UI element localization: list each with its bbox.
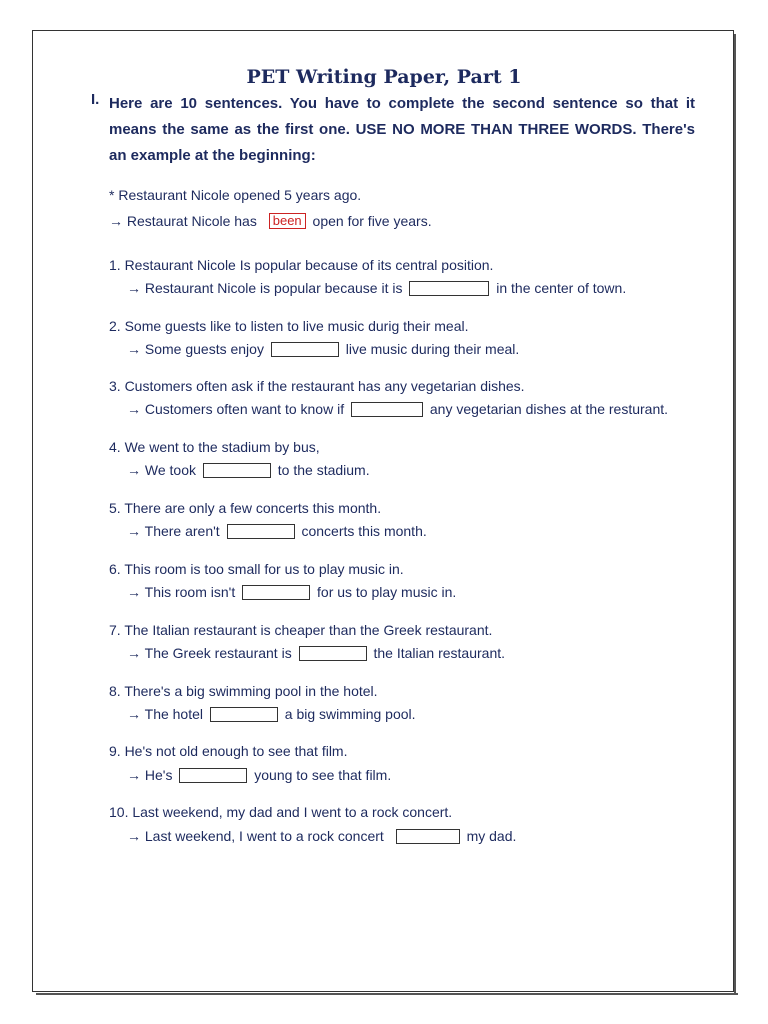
item-1-rewrite [127, 279, 626, 297]
item-6-answer-box[interactable] [242, 585, 310, 600]
item-9-original: 9. He's not old enough to see that film. [109, 743, 348, 759]
item-10-before: → Last weekend, I went to a rock concert [127, 828, 384, 844]
item-4-before: → We took [127, 462, 196, 478]
item-3-after: any vegetarian dishes at the resturant. [429, 401, 669, 417]
item-2-after: live music during their meal. [345, 341, 520, 357]
instruction-number: I. [91, 91, 100, 108]
item-5-answer-box[interactable] [227, 524, 295, 539]
item-1-original: 1. Restaurant Nicole Is popular because of its central position. [109, 257, 494, 273]
example-rewrite-before: → Restaurat Nicole has [109, 213, 257, 229]
item-8-rewrite [127, 705, 416, 723]
item-10-original: 10. Last weekend, my dad and I went to a rock concert. [109, 804, 453, 820]
item-8-original: 8. There's a big swimming pool in the hotel. [109, 683, 378, 699]
page-border-shadow-bottom [36, 993, 738, 995]
item-8-before: → The hotel [127, 706, 204, 722]
item-5-rewrite [127, 522, 427, 540]
item-7-answer-box[interactable] [299, 646, 367, 661]
item-8-answer-box[interactable] [210, 707, 278, 722]
item-3-rewrite [127, 400, 668, 418]
item-4-original: 4. We went to the stadium by bus, [109, 439, 320, 455]
item-7-original: 7. The Italian restaurant is cheaper than the Greek restaurant. [109, 622, 493, 638]
item-9-rewrite [127, 766, 391, 784]
example-rewrite-after: open for five years. [312, 213, 432, 229]
instruction-text: Here are 10 sentences. You have to complete the second sentence so that it means the same as the first one. USE NO MORE THAN THREE WORDS. There's an example at the beginning: [109, 95, 695, 164]
item-9-answer-box[interactable] [179, 768, 247, 783]
item-3-original: 3. Customers often ask if the restaurant has any vegetarian dishes. [109, 378, 525, 394]
item-2-rewrite [127, 340, 519, 358]
item-9-before: → He's [127, 767, 173, 783]
item-3-before: → Customers often want to know if [127, 401, 345, 417]
item-6-before: → This room isn't [127, 584, 236, 600]
item-5-after: concerts this month. [301, 523, 427, 539]
item-10-rewrite [127, 827, 516, 845]
item-2-before: → Some guests enjoy [127, 341, 264, 357]
item-9-after: young to see that film. [254, 767, 392, 783]
item-5-before: → There aren't [127, 523, 220, 539]
item-7-after: the Italian restaurant. [373, 645, 506, 661]
item-1-after: in the center of town. [496, 280, 627, 296]
example-rewrite [109, 212, 432, 230]
item-10-answer-box[interactable] [396, 829, 460, 844]
item-10-after: my dad. [466, 828, 517, 844]
item-5-original: 5. There are only a few concerts this month. [109, 500, 382, 516]
item-6-rewrite [127, 583, 456, 601]
item-8-after: a big swimming pool. [284, 706, 416, 722]
item-7-rewrite [127, 644, 505, 662]
example-answer-box: been [269, 213, 306, 229]
item-4-rewrite [127, 461, 370, 479]
page-title: PET Writing Paper, Part 1 [246, 66, 522, 88]
item-7-before: → The Greek restaurant is [127, 645, 292, 661]
item-6-after: for us to play music in. [317, 584, 457, 600]
item-3-answer-box[interactable] [351, 402, 423, 417]
item-1-answer-box[interactable] [409, 281, 489, 296]
item-2-original: 2. Some guests like to listen to live music durig their meal. [109, 318, 469, 334]
item-6-original: 6. This room is too small for us to play music in. [109, 561, 404, 577]
item-4-after: to the stadium. [277, 462, 370, 478]
item-4-answer-box[interactable] [203, 463, 271, 478]
item-2-answer-box[interactable] [271, 342, 339, 357]
example-original: * Restaurant Nicole opened 5 years ago. [109, 187, 362, 203]
page-border-shadow-right [734, 34, 736, 995]
item-1-before: → Restaurant Nicole is popular because it is [127, 280, 403, 296]
